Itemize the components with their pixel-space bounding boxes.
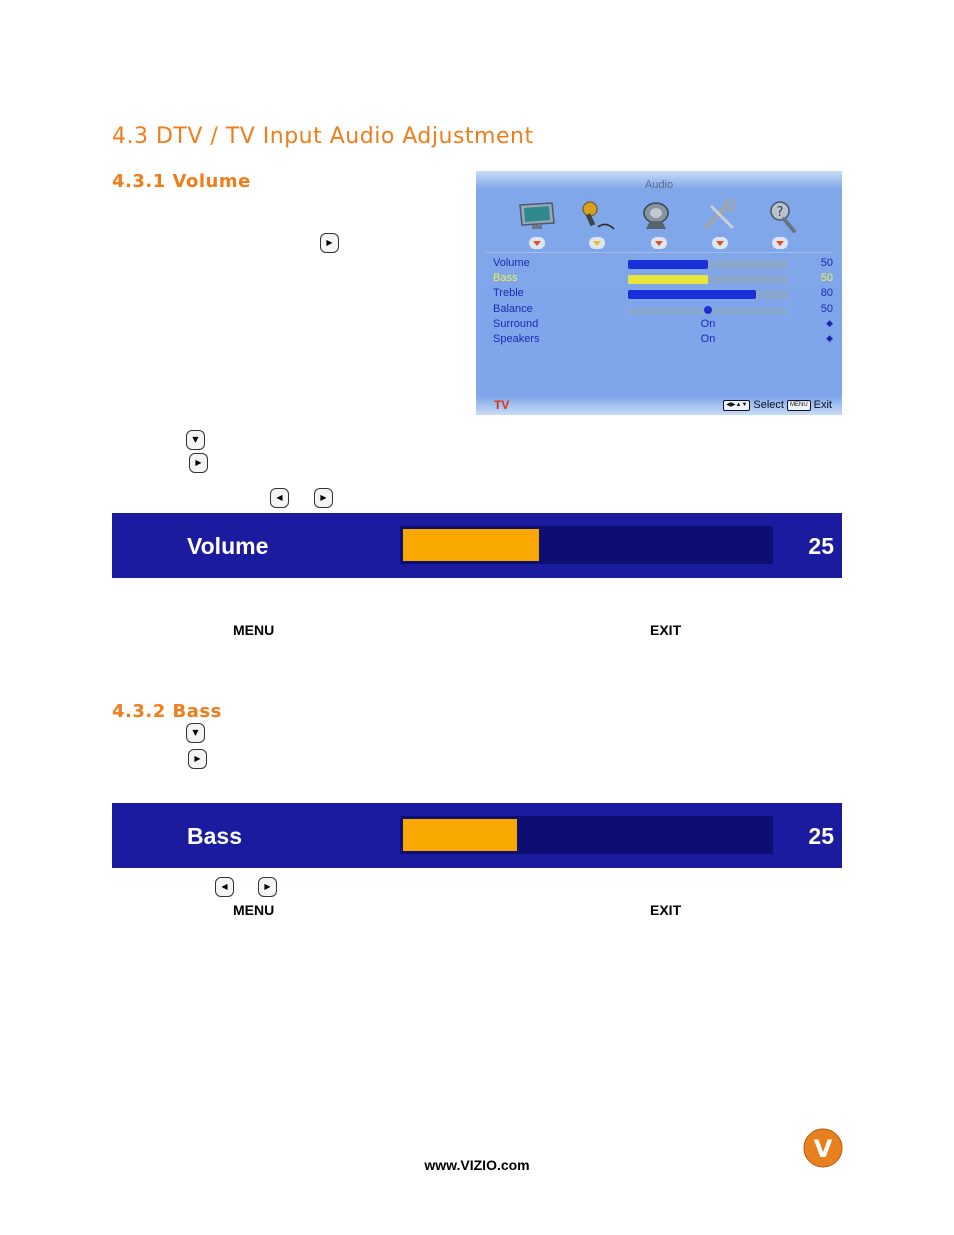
- osd-row-label: Balance: [493, 303, 533, 315]
- right-key-icon: ▶: [189, 453, 208, 473]
- osd-select-label: Select: [753, 399, 784, 411]
- bass-bar-fill: [403, 819, 517, 851]
- bass-bar: [112, 803, 842, 868]
- tab-arrow-icon: [772, 237, 788, 249]
- osd-slider: [628, 275, 788, 284]
- setup-icon: [698, 199, 742, 233]
- osd-row-label: Bass: [493, 272, 518, 284]
- tv-icon: [516, 199, 560, 233]
- bass-bar-label: Bass: [187, 823, 242, 849]
- osd-row-label: Volume: [493, 257, 530, 269]
- volume-heading: 4.3.1 Volume: [112, 171, 251, 192]
- osd-row-label: Surround: [493, 318, 539, 330]
- osd-row-speakers: [493, 333, 833, 348]
- volume-bar: [112, 513, 842, 578]
- down-key-icon: ▼: [186, 430, 205, 450]
- osd-row-value: 50: [820, 303, 833, 315]
- osd-slider: [628, 260, 788, 269]
- osd-row-balance: [493, 303, 833, 318]
- osd-row-value: 80: [820, 287, 833, 299]
- svg-text:?: ?: [776, 205, 784, 220]
- exit-keyword: EXIT: [650, 622, 682, 638]
- tab-arrow-icon: [712, 237, 728, 249]
- osd-row-treble: [493, 287, 833, 302]
- right-key-icon: ▶: [188, 749, 207, 769]
- osd-row-label: Speakers: [493, 333, 540, 345]
- bass-heading: 4.3.2 Bass: [112, 701, 222, 722]
- osd-row-surround: [493, 318, 833, 333]
- right-key-icon: ▶: [320, 233, 339, 253]
- osd-slider: [628, 290, 788, 299]
- nav-keys-icon: ◀▶▲▼: [723, 400, 750, 411]
- tab-arrow-icon: [651, 237, 667, 249]
- svg-text:V: V: [813, 1135, 833, 1163]
- volume-bar-value: 25: [808, 533, 834, 559]
- osd-divider: [486, 252, 832, 253]
- menu-keyword: MENU: [233, 622, 275, 638]
- exit-keyword: EXIT: [650, 902, 682, 918]
- section-heading: 4.3 DTV / TV Input Audio Adjustment: [112, 124, 534, 149]
- osd-balance-track: [628, 308, 788, 314]
- osd-row-bass: [493, 272, 833, 287]
- osd-footer: [723, 399, 832, 411]
- osd-row-value: 50: [820, 257, 833, 269]
- osd-title: Audio: [644, 179, 674, 191]
- tab-arrow-icon: [529, 237, 545, 249]
- left-key-icon: ◀: [270, 488, 289, 508]
- audio-icon: [576, 199, 620, 233]
- osd-row-value: On: [700, 318, 716, 330]
- balance-dot: [704, 306, 712, 314]
- help-icon: [758, 199, 802, 233]
- audio-osd-menu: [476, 171, 842, 415]
- satellite-icon: [636, 199, 680, 233]
- left-key-icon: ◀: [215, 877, 234, 897]
- bass-bar-track: [400, 816, 773, 854]
- volume-bar-track: [400, 526, 773, 564]
- right-key-icon: ▶: [258, 877, 277, 897]
- right-key-icon: ▶: [314, 488, 333, 508]
- left-right-arrows-icon: ◆: [826, 318, 833, 328]
- volume-bar-label: Volume: [187, 533, 269, 559]
- vizio-logo: [803, 1128, 843, 1168]
- osd-row-value: On: [700, 333, 716, 345]
- menu-keyword: MENU: [233, 902, 275, 918]
- down-key-icon: ▼: [186, 723, 205, 743]
- bass-bar-value: 25: [808, 823, 834, 849]
- menu-key-icon: MENU: [787, 400, 811, 411]
- osd-row-volume: [493, 257, 833, 272]
- osd-row-label: Treble: [493, 287, 524, 299]
- osd-row-value: 50: [820, 272, 833, 284]
- osd-source: TV: [494, 398, 510, 412]
- volume-bar-fill: [403, 529, 539, 561]
- left-right-arrows-icon: ◆: [826, 333, 833, 343]
- tab-arrow-icon: [589, 237, 605, 249]
- osd-exit-label: Exit: [813, 399, 832, 411]
- footer-url: www.VIZIO.com: [424, 1157, 530, 1173]
